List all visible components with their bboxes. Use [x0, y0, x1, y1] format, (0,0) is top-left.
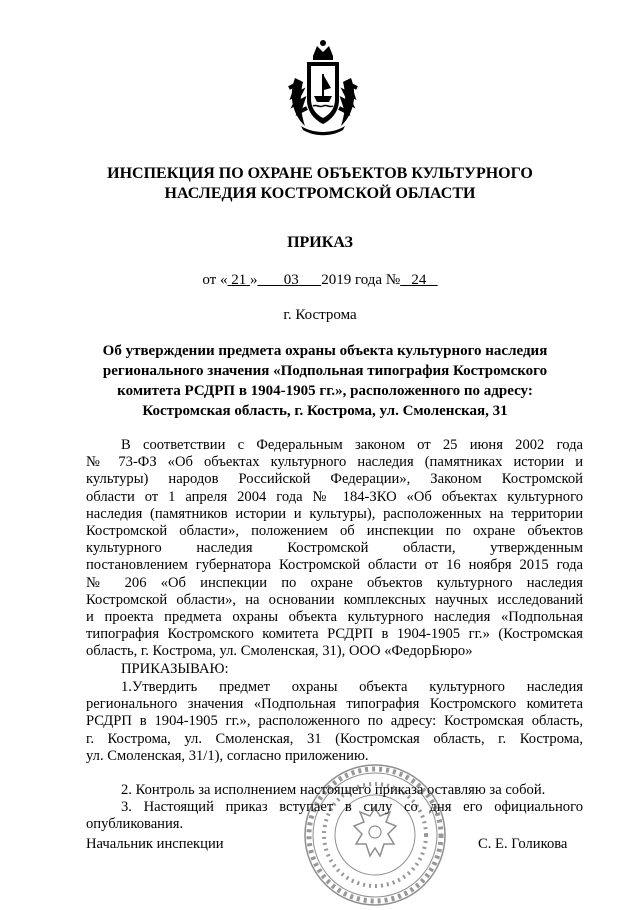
date-prefix: от « — [202, 272, 228, 288]
order-title: ПРИКАЗ — [287, 234, 353, 251]
subject-line: Костромская область, г. Кострома, ул. Смоленская, 31 — [142, 403, 508, 419]
text-line: № 206 «Об инспекции по охране объектов культурного наследия — [86, 574, 583, 591]
order-year: 2019 года № — [321, 272, 401, 288]
organization-name-line2: НАСЛЕДИЯ КОСТРОМСКОЙ ОБЛАСТИ — [164, 185, 476, 202]
text-line: область, г. Кострома, ул. Смоленская, 31), ООО «ФедорБюро» — [86, 643, 473, 660]
kostroma-coat-of-arms-icon — [283, 38, 363, 138]
order-day: 21 — [231, 272, 247, 288]
text-line: и проекта предмета охраны объекта культурного наследия «Подпольная — [86, 608, 583, 625]
subject-line: регионального значения «Подпольная типография Костромского — [102, 363, 548, 379]
subject-line: комитета РСДРП в 1904-1905 гг.», расположенного по адресу: — [117, 383, 533, 399]
text-line: Костромской области», положением об инспекции по охране объектов — [86, 522, 583, 539]
text-line: РСДРП в 1904-1905 гг.», расположенного по адресу: Костромская область, — [86, 713, 583, 730]
text-line: регионального значения «Подпольная типография Костромского комитета — [86, 696, 583, 713]
item-1-paragraph — [86, 679, 583, 765]
order-number: 24 — [411, 272, 427, 288]
text-line: 2. Контроль за исполнением настоящего приказа оставляю за собой. — [121, 782, 546, 798]
text-line: типография Костромского комитета РСДРП в 1904-1905 гг.» (Костромская — [86, 626, 583, 643]
order-date-number — [0, 272, 640, 289]
text-line: ул. Смоленская, 31/1), согласно приложению. — [86, 747, 369, 764]
date-quote-close: » — [249, 272, 258, 288]
text-line: г. Кострома, ул. Смоленская, 31 (Костромская область, г. Кострома, — [86, 730, 583, 747]
order-month: 03 — [283, 272, 299, 288]
text-line: № 73-ФЗ «Об объектах культурного наследия (памятниках истории и — [86, 454, 583, 471]
signatory-position: Начальник инспекции — [86, 836, 224, 852]
official-seal-stamp-icon — [300, 760, 450, 910]
preamble-paragraph — [86, 437, 583, 660]
text-line: области от 1 апреля 2004 года № 184-ЗКО «Об объектах культурного — [86, 488, 583, 505]
text-line: опубликования. — [86, 816, 184, 833]
text-line: 1.Утвердить предмет охраны объекта культурного наследия — [121, 679, 583, 695]
text-line: культуры) народов Российской Федерации», Законом Костромской — [86, 471, 583, 488]
order-city: г. Кострома — [283, 307, 357, 323]
text-line: 3. Настоящий приказ вступает в силу со дня его официального — [121, 799, 583, 815]
text-line: наследия (памятников истории и культуры), расположенных на территории — [86, 505, 583, 522]
order-subject — [95, 341, 555, 421]
subject-line: Об утверждении предмета охраны объекта культурного наследия — [102, 343, 548, 359]
text-line: постановлением губернатора Костромской области от 16 ноября 2015 года — [86, 557, 583, 574]
text-line: культурного наследия Костромской области, утвержденным — [86, 540, 583, 557]
order-word: ПРИКАЗЫВАЮ: — [121, 661, 229, 677]
text-line: В соответствии с Федеральным законом от 25 июня 2002 года — [121, 437, 583, 453]
organization-name-line1: ИНСПЕКЦИЯ ПО ОХРАНЕ ОБЪЕКТОВ КУЛЬТУРНОГО — [107, 165, 533, 182]
signatory-name: С. Е. Голикова — [478, 836, 568, 852]
text-line: Костромской области», на основании комплексных научных исследований — [86, 591, 583, 608]
